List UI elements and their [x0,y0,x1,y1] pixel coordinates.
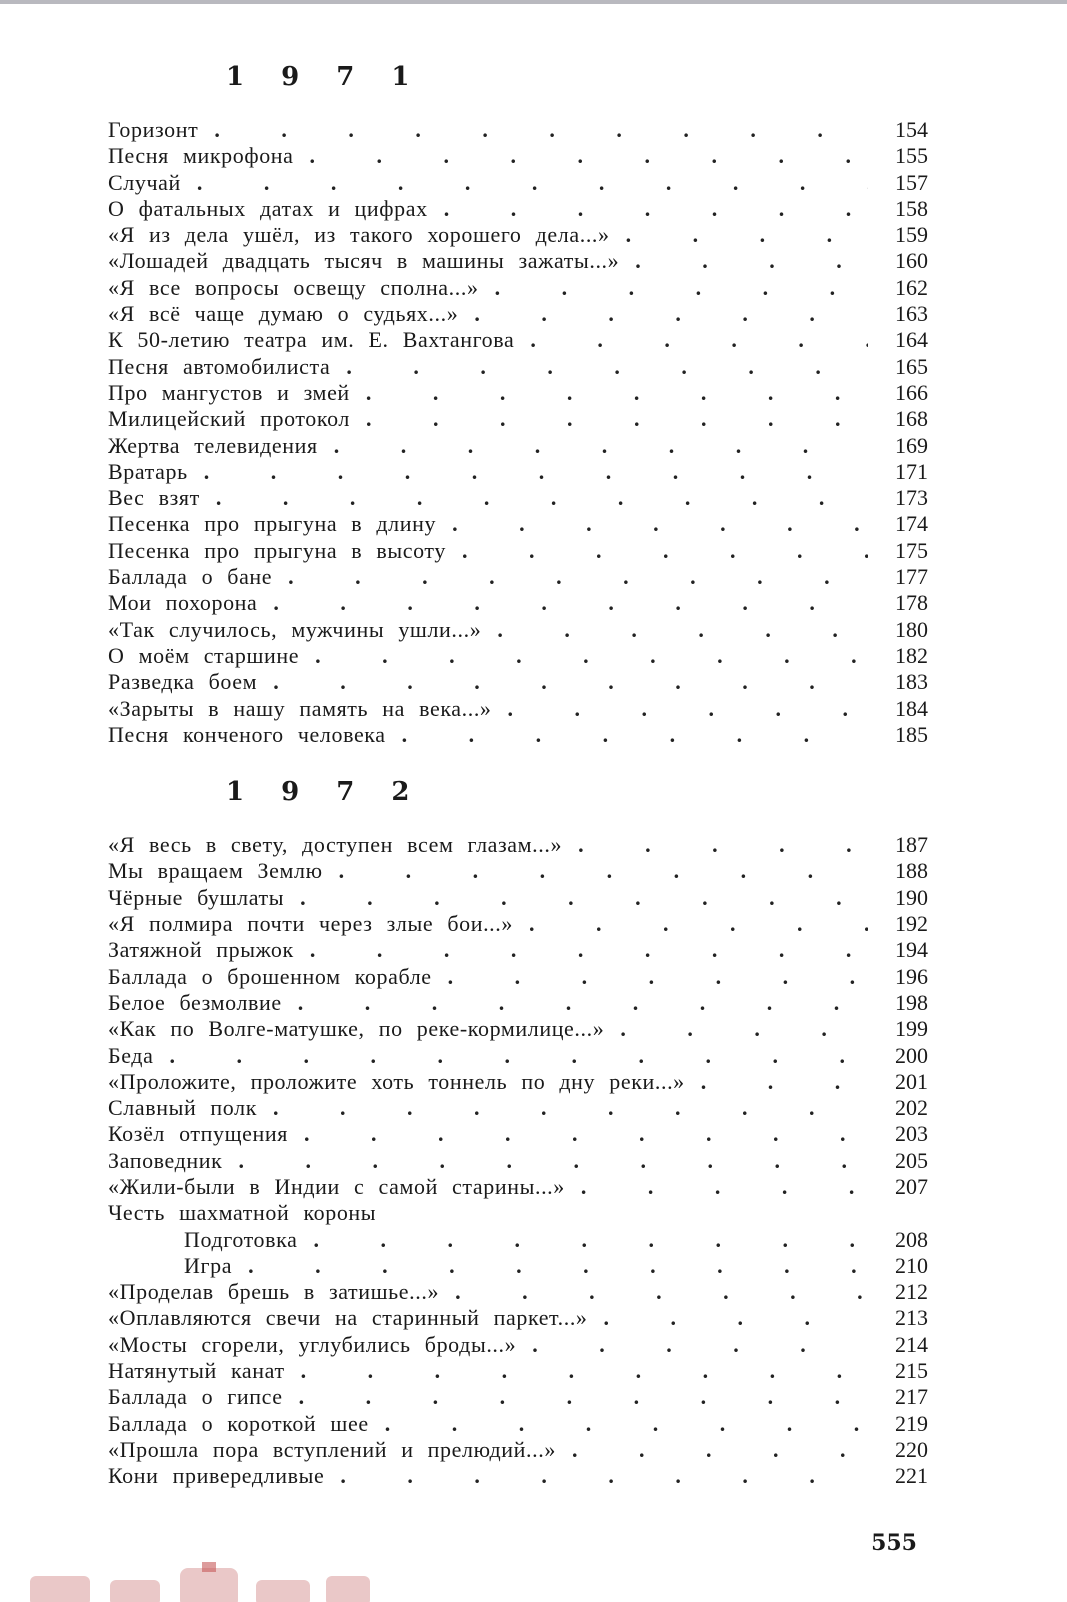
dot-leader [444,196,868,222]
entry-title: Игра [184,1252,233,1278]
entry-page-number: 219 [895,1410,928,1436]
entry-title: «Я все вопросы освещу сполна...» [108,274,479,300]
dot-leader [197,170,868,196]
page-number: 555 [871,1530,917,1556]
entry-page-number: 194 [895,937,928,963]
entry-page-number: 220 [895,1436,928,1462]
toc-entry [108,406,928,432]
entry-title: Вратарь [108,458,188,484]
toc-entry [108,1411,928,1437]
toc-entry [108,643,928,669]
entry-title: Песня автомобилиста [108,353,331,379]
toc-entry [108,1384,928,1410]
toc-entry [108,722,928,748]
entry-page-number: 157 [895,169,928,195]
entry-title: «Я весь в свету, доступен всем глазам...» [108,832,563,858]
dot-leader [216,485,868,511]
toc-entry [108,1358,928,1384]
toc-entry [108,275,928,301]
dot-leader [572,1437,868,1463]
toc-page [108,55,928,1490]
entry-page-number: 173 [895,485,928,511]
entry-page-number: 180 [895,616,928,642]
entry-title: Белое безмолвие [108,989,282,1015]
entry-page-number: 160 [895,248,928,274]
top-border [0,0,1067,4]
entry-title: К 50-летию театра им. Е. Вахтангова [108,327,515,353]
toc-entry [108,564,928,590]
entry-page-number: 205 [895,1147,928,1173]
entry-title: «Проделав брешь в затишье...» [108,1279,440,1305]
toc-entry [108,1043,928,1069]
dot-leader [313,1227,868,1253]
toc-entry [108,222,928,248]
dot-leader [529,911,868,937]
toc-list [108,832,928,1489]
entry-page-number: 200 [895,1042,928,1068]
dot-leader [334,433,868,459]
entry-page-number: 207 [895,1173,928,1199]
entry-title: Баллада о гипсе [108,1384,283,1410]
entry-page-number: 162 [895,274,928,300]
dot-leader [238,1148,868,1174]
dot-leader [273,1095,868,1121]
entry-page-number: 199 [895,1016,928,1042]
entry-title: Чёрные бушлаты [108,884,285,910]
entry-title: «Проложите, проложите хоть тоннель по дну реки...» [108,1068,685,1094]
dot-leader [346,354,868,380]
section-year-heading: 1 9 7 2 [226,777,424,808]
toc-entry [108,459,928,485]
entry-title: Жертва телевидения [108,432,318,458]
entry-page-number: 174 [895,511,928,537]
entry-page-number: 155 [895,143,928,169]
dot-leader [530,327,868,353]
entry-title: О моём старшине [108,642,300,668]
entry-title: Случай [108,169,181,195]
entry-title: Милицейский протокол [108,406,350,432]
entry-page-number: 203 [895,1121,928,1147]
entry-page-number: 196 [895,963,928,989]
entry-page-number: 164 [895,327,928,353]
entry-page-number: 182 [895,642,928,668]
dot-leader [315,643,868,669]
dot-leader [701,1069,868,1095]
entry-title: Песня микрофона [108,143,294,169]
toc-section-1972 [108,770,928,1489]
toc-entry [108,170,928,196]
toc-entry [108,937,928,963]
dot-leader [273,669,868,695]
entry-page-number: 213 [895,1305,928,1331]
entry-page-number: 168 [895,406,928,432]
toc-entry [108,696,928,722]
entry-page-number: 188 [895,858,928,884]
toc-entry [108,885,928,911]
entry-title: Баллада о короткой шее [108,1410,369,1436]
entry-title: Песенка про прыгуна в высоту [108,537,446,563]
entry-page-number: 198 [895,989,928,1015]
dot-leader [169,1043,868,1069]
entry-page-number: 192 [895,911,928,937]
toc-entry [108,485,928,511]
toc-entry [108,1200,928,1226]
toc-entry [108,1148,928,1174]
toc-entry [108,1437,928,1463]
toc-entry [108,1095,928,1121]
dot-leader [214,117,868,143]
dot-leader [578,832,868,858]
entry-page-number: 178 [895,590,928,616]
entry-title: «Жили-были в Индии с самой старины...» [108,1173,565,1199]
entry-page-number: 185 [895,721,928,747]
entry-page-number: 163 [895,301,928,327]
dot-leader [452,511,868,537]
toc-entry [108,617,928,643]
entry-title: Баллада о бане [108,564,273,590]
entry-page-number: 171 [895,458,928,484]
entry-title: Песенка про прыгуна в длину [108,511,437,537]
dot-leader [495,275,868,301]
entry-title: «Мосты сгорели, углубились броды...» [108,1331,517,1357]
toc-entry [108,1121,928,1147]
entry-title: Заповедник [108,1147,223,1173]
section-year-heading: 1 9 7 1 [226,62,424,92]
entry-page-number: 165 [895,353,928,379]
dot-leader [581,1174,868,1200]
entry-page-number: 175 [895,537,928,563]
dot-leader [301,1358,868,1384]
entry-page-number: 212 [895,1279,928,1305]
dot-leader [402,722,868,748]
dot-leader [310,143,868,169]
entry-page-number: 217 [895,1384,928,1410]
entry-title: Славный полк [108,1095,257,1121]
dot-leader [532,1332,868,1358]
toc-entry [108,964,928,990]
toc-entry [108,1069,928,1095]
toc-entry [108,1332,928,1358]
dot-leader [339,858,868,884]
dot-leader [366,406,868,432]
dot-leader [273,590,868,616]
toc-subentry [108,1253,928,1279]
entry-page-number: 202 [895,1095,928,1121]
toc-entry [108,511,928,537]
dot-leader [448,964,868,990]
entry-title: Кони привередливые [108,1463,325,1489]
entry-title: «Оплавляются свечи на старинный паркет...» [108,1305,588,1331]
entry-title: Подготовка [184,1226,298,1252]
entry-page-number: 215 [895,1358,928,1384]
entry-page-number: 183 [895,669,928,695]
toc-entry [108,858,928,884]
dot-leader [304,1121,868,1147]
entry-page-number: 169 [895,432,928,458]
dot-leader [635,248,868,274]
toc-entry [108,433,928,459]
dot-leader [298,990,868,1016]
entry-title: «Лошадей двадцать тысяч в машины зажаты...» [108,248,620,274]
entry-title: Разведка боем [108,669,258,695]
toc-section-1971 [108,55,928,748]
entry-title: Честь шахматной короны [108,1200,377,1226]
entry-title: Про мангустов и змей [108,379,350,405]
toc-entry [108,196,928,222]
dot-leader [604,1305,868,1331]
dot-leader [455,1279,868,1305]
toc-entry [108,832,928,858]
toc-subentry [108,1227,928,1253]
toc-entry [108,117,928,143]
entry-title: «Я всё чаще думаю о судьях...» [108,301,459,327]
dot-leader [248,1253,868,1279]
dot-leader [299,1384,868,1410]
toc-list [108,117,928,748]
entry-title: Баллада о брошенном корабле [108,963,432,989]
entry-page-number: 184 [895,695,928,721]
entry-title: Мы вращаем Землю [108,858,323,884]
entry-page-number: 187 [895,832,928,858]
entry-page-number: 214 [895,1331,928,1357]
entry-title: Козёл отпущения [108,1121,288,1147]
entry-title: Беда [108,1042,154,1068]
toc-entry [108,301,928,327]
entry-title: Вес взят [108,485,200,511]
toc-entry [108,327,928,353]
dot-leader [310,937,868,963]
toc-entry [108,538,928,564]
entry-title: «Зарыты в нашу память на века...» [108,695,492,721]
dot-leader [626,222,868,248]
toc-entry [108,1463,928,1489]
toc-entry [108,248,928,274]
entry-page-number: 158 [895,195,928,221]
dot-leader [366,380,868,406]
dot-leader [288,564,868,590]
toc-entry [108,990,928,1016]
toc-entry [108,380,928,406]
entry-title: «Я из дела ушёл, из такого хорошего дела...» [108,222,610,248]
entry-title: «Так случилось, мужчины ушли...» [108,616,482,642]
toc-entry [108,143,928,169]
toc-entry [108,1305,928,1331]
entry-page-number: 190 [895,884,928,910]
entry-title: Натянутый канат [108,1358,285,1384]
entry-title: «Я полмира почти через злые бои...» [108,911,513,937]
toc-entry [108,669,928,695]
dot-leader [497,617,868,643]
dot-leader [340,1463,868,1489]
entry-title: «Как по Волге-матушке, по реке-кормилице...» [108,1016,605,1042]
entry-page-number: 210 [895,1252,928,1278]
entry-title: «Прошла пора вступлений и прелюдий...» [108,1436,556,1462]
entry-title: Мои похорона [108,590,258,616]
toc-entry [108,354,928,380]
entry-page-number: 166 [895,379,928,405]
entry-page-number: 154 [895,117,928,142]
toc-entry [108,1174,928,1200]
watermark-logo [20,1562,380,1602]
dot-leader [508,696,868,722]
entry-page-number: 208 [895,1226,928,1252]
dot-leader [474,301,868,327]
entry-title: Горизонт [108,117,199,142]
entry-page-number: 177 [895,564,928,590]
entry-page-number: 159 [895,222,928,248]
entry-page-number: 201 [895,1068,928,1094]
dot-leader [300,885,868,911]
toc-entry [108,911,928,937]
entry-title: Песня конченого человека [108,721,386,747]
toc-entry [108,1016,928,1042]
toc-entry [108,590,928,616]
dot-leader [620,1016,868,1042]
toc-entry [108,1279,928,1305]
dot-leader [204,459,868,485]
entry-title: О фатальных датах и цифрах [108,195,428,221]
dot-leader [462,538,868,564]
entry-title: Затяжной прыжок [108,937,294,963]
entry-page-number: 221 [895,1463,928,1489]
dot-leader [385,1411,868,1437]
